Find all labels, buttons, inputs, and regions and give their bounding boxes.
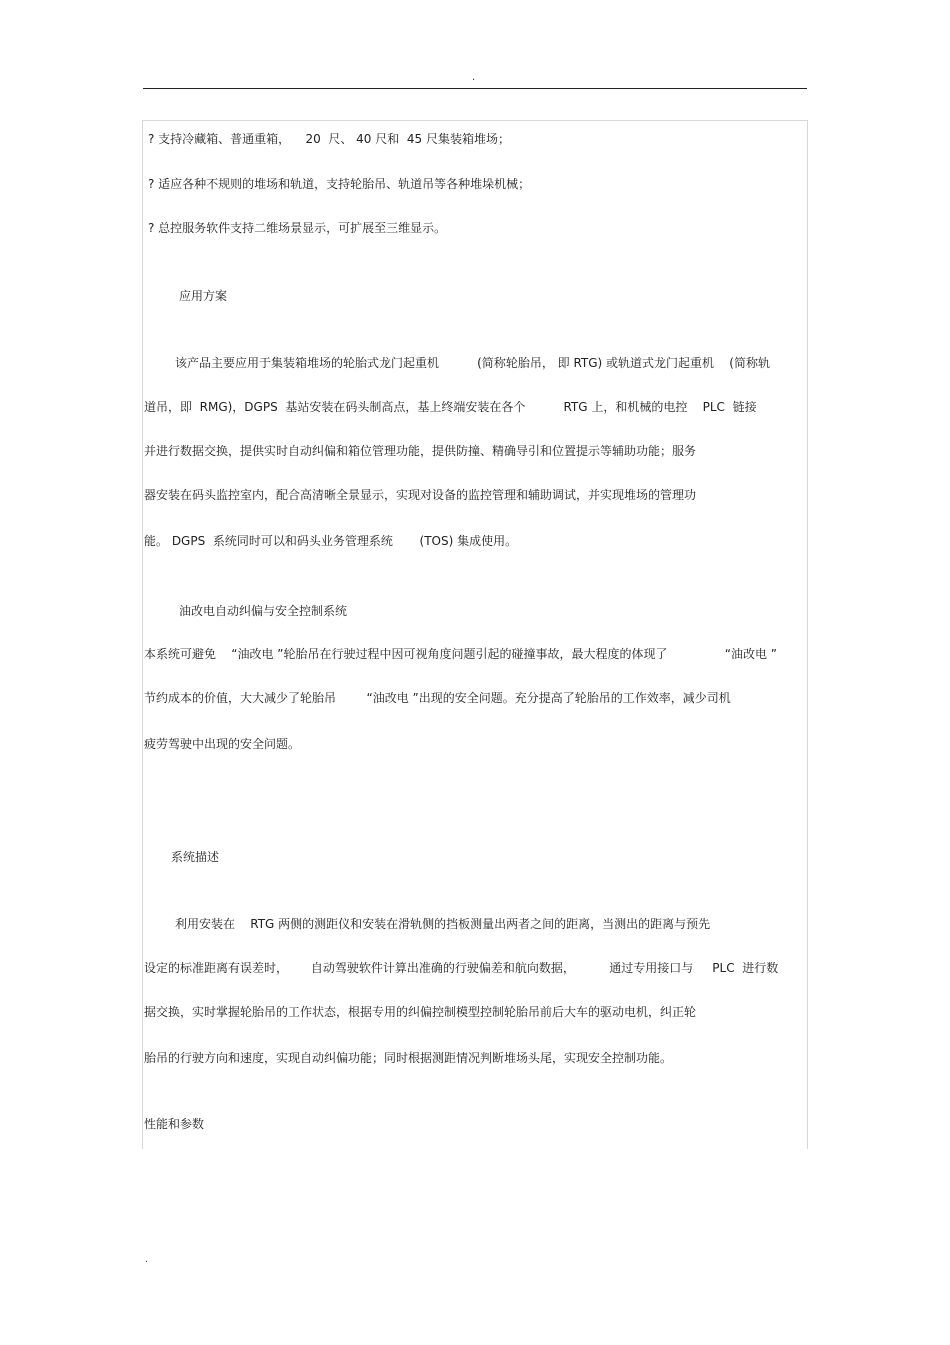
content-frame — [142, 120, 808, 1149]
description-heading: 系统描述 — [171, 850, 220, 864]
safety-line-2: 节约成本的价值，大大减少了轮胎吊 “油改电 ”出现的安全问题。充分提高了轮胎吊的工作效率，减少司机 — [144, 691, 731, 705]
performance-heading: 性能和参数 — [144, 1117, 205, 1131]
application-line-5: 能。 DGPS 系统同时可以和码头业务管理系统 (TOS) 集成使用。 — [144, 534, 518, 548]
description-line-2: 设定的标准距离有误差时， 自动驾驶软件计算出准确的行驶偏差和航向数据， 通过专用接口与 PLC 进行数 — [144, 961, 779, 975]
footer-mark: . — [145, 1254, 149, 1265]
application-line-3: 并进行数据交换，提供实时自动纠偏和箱位管理功能，提供防撞、精确导引和位置提示等辅助功能；服务 — [144, 444, 697, 458]
header-mark: . — [472, 72, 476, 83]
feature-line-2: ? 适应各种不规则的堆场和轨道，支持轮胎吊、轨道吊等各种堆垛机械； — [148, 177, 531, 191]
feature-line-3: ? 总控服务软件支持二维场景显示，可扩展至三维显示。 — [148, 221, 447, 235]
safety-line-1: 本系统可避免 “油改电 ”轮胎吊在行驶过程中因可视角度问题引起的碰撞事故，最大程度的体现了 “油改电 ” — [144, 647, 777, 661]
description-line-1: 利用安装在 RTG 两侧的测距仪和安装在滑轨侧的挡板测量出两者之间的距离，当测出的距离与预先 — [175, 917, 711, 931]
safety-line-3: 疲劳驾驶中出现的安全问题。 — [144, 737, 301, 751]
description-line-4: 胎吊的行驶方向和速度，实现自动纠偏功能；同时根据测距情况判断堆场头尾，实现安全控制功能。 — [144, 1051, 673, 1065]
description-line-3: 据交换，实时掌握轮胎吊的工作状态，根据专用的纠偏控制模型控制轮胎吊前后大车的驱动电机，纠正轮 — [144, 1005, 697, 1019]
application-line-2: 道吊，即 RMG)，DGPS 基站安装在码头制高点，基上终端安装在各个 RTG 上，和机械的电控 PLC 链接 — [144, 400, 757, 414]
application-line-1: 该产品主要应用于集装箱堆场的轮胎式龙门起重机 (简称轮胎吊， 即 RTG) 或轨道式龙门起重机 (简称轨 — [175, 356, 770, 370]
application-heading: 应用方案 — [179, 289, 228, 303]
application-line-4: 器安装在码头监控室内，配合高清晰全景显示，实现对设备的监控管理和辅助调试，并实现堆场的管理功 — [144, 488, 697, 502]
header-rule — [143, 88, 807, 89]
safety-heading: 油改电自动纠偏与安全控制系统 — [179, 604, 348, 618]
feature-line-1: ? 支持冷藏箱、普通重箱， 20 尺、 40 尺和 45 尺集装箱堆场； — [148, 132, 510, 146]
